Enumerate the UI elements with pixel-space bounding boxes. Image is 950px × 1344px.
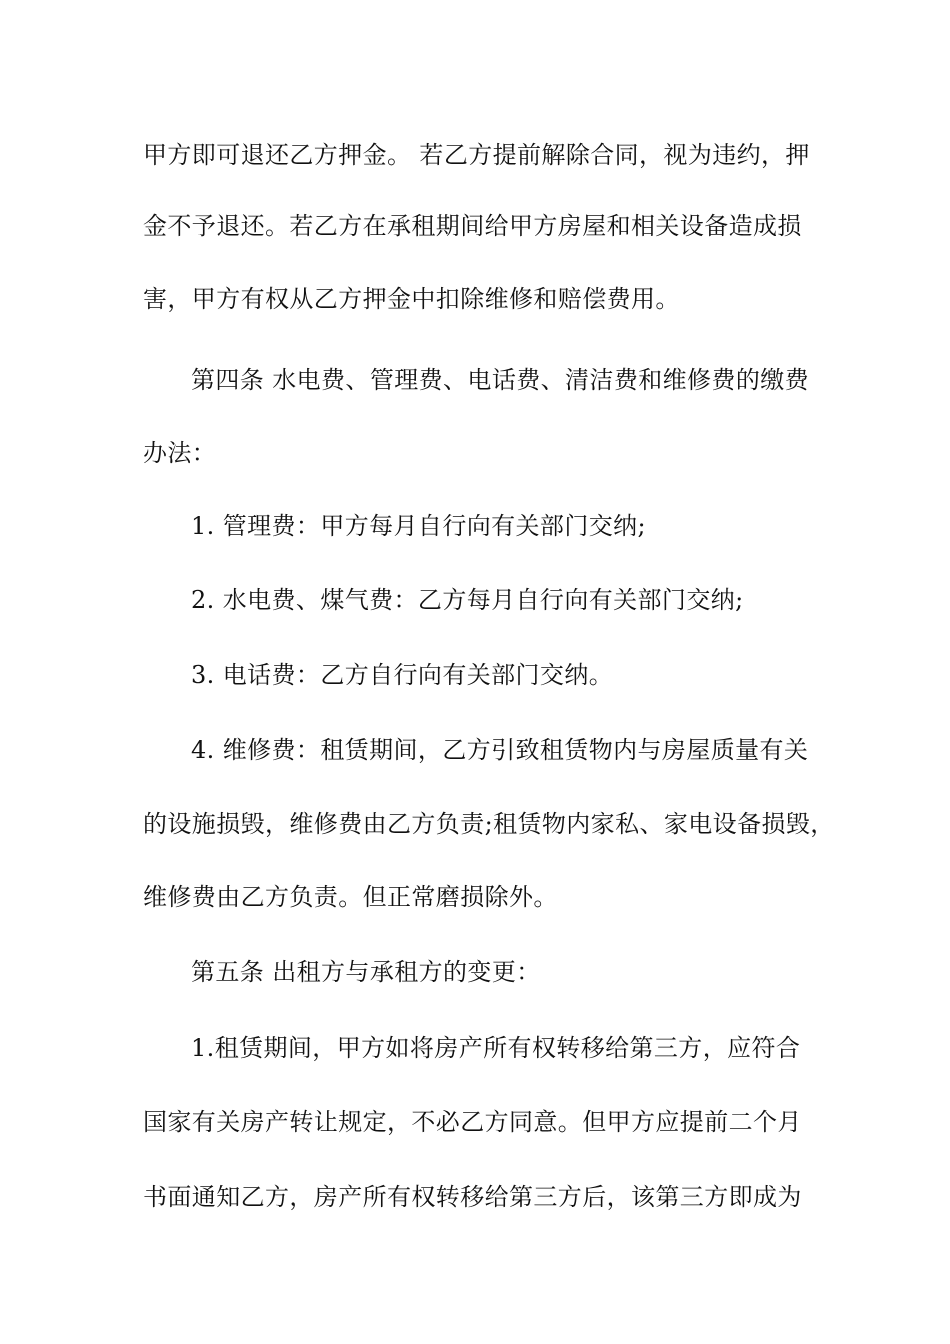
- article-heading: 第四条 水电费、管理费、电话费、清洁费和维修费的缴费: [191, 366, 810, 394]
- text-line: 甲方即可退还乙方押金。 若乙方提前解除合同，视为违约，押: [143, 141, 810, 169]
- article-heading: 第五条 出租方与承租方的变更：: [191, 958, 541, 986]
- text-line: 书面通知乙方，房产所有权转移给第三方后，该第三方即成为: [143, 1183, 802, 1211]
- list-item: 3. 电话费：乙方自行向有关部门交纳。: [191, 661, 614, 689]
- list-item: 4. 维修费：租赁期间，乙方引致租赁物内与房屋质量有关: [191, 736, 809, 764]
- text-line: 办法：: [143, 439, 217, 467]
- text-line: 维修费由乙方负责。但正常磨损除外。: [143, 883, 558, 911]
- text-line: 金不予退还。若乙方在承租期间给甲方房屋和相关设备造成损: [143, 212, 802, 240]
- text-line: 国家有关房产转让规定，不必乙方同意。但甲方应提前二个月: [143, 1108, 802, 1136]
- text-line: 害，甲方有权从乙方押金中扣除维修和赔偿费用。: [143, 285, 680, 313]
- list-item: 2. 水电费、煤气费：乙方每月自行向有关部门交纳;: [191, 586, 744, 614]
- text-line: 的设施损毁，维修费由乙方负责;租赁物内家私、家电设备损毁，: [143, 810, 835, 838]
- list-item: 1. 管理费：甲方每月自行向有关部门交纳;: [191, 512, 647, 540]
- list-item: 1.租赁期间，甲方如将房产所有权转移给第三方，应符合: [191, 1034, 801, 1062]
